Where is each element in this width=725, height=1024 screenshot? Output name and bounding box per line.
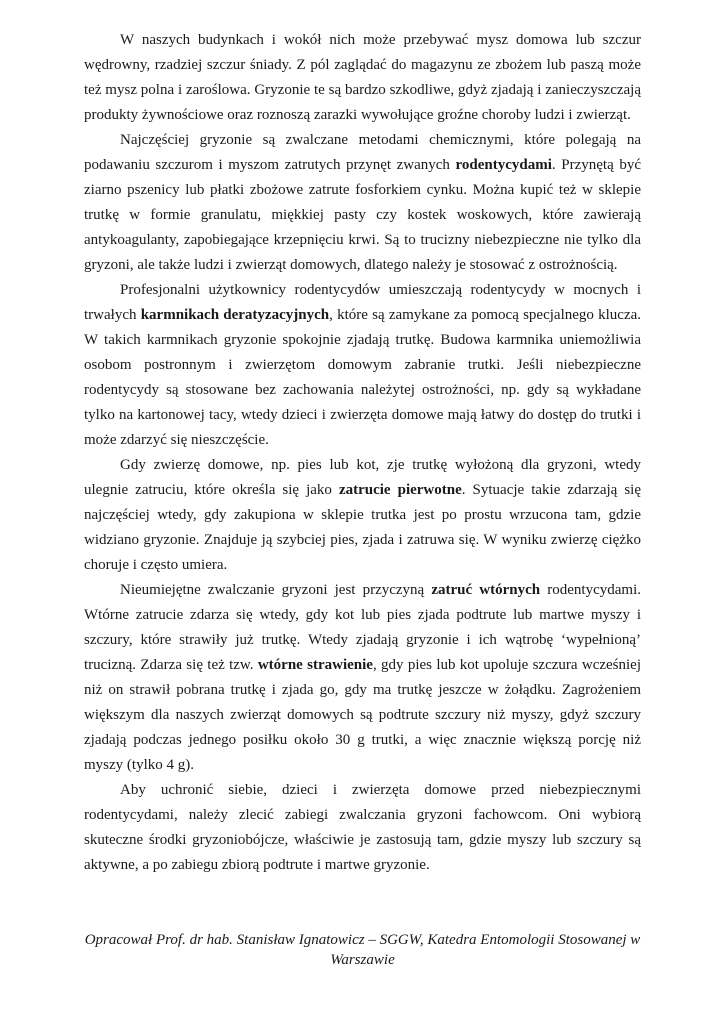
paragraph-text: , gdy pies lub kot upoluje szczura wcześniej niż on strawił pobrana trutkę i zjada go, gdy ma trutkę jeszcze w żołądku. Zagrożeniem większym dla naszych zwierząt domowych są podtrute szczury niż myszy, gdyż szczury zjadają podczas jednego posiłku około 30 g trutki, a więc znacznie większą porcję niż myszy (tylko 4 g). — [84, 657, 642, 773]
paragraph-text: . Przynętą być ziarno pszenicy lub płatki zbożowe zatrute fosforkiem cynku. Można kupić też w sklepie trutkę w formie granulatu, miękkiej pasty czy kostek woskowych, które zawierają antykoagulanty, zapobiegające krzepnięciu krwi. Są to trucizny niebezpieczne nie tylko dla gryzoni, ale także ludzi i zwierząt domowych, dlatego należy je stosować z ostrożnością. — [84, 157, 641, 273]
paragraph-text: Gdy zwierzę domowe, np. pies lub kot, zje trutkę wyłożoną dla gryzoni, wtedy ulegnie zatruciu, które określa się jako — [84, 457, 641, 498]
paragraph-text: Aby uchronić siebie, dzieci i zwierzęta domowe przed niebezpiecznymi rodentycydami, należy zlecić zabiegi zwalczania gryzoni fachowcom. Oni wybiorą skuteczne środki gryzoniobójcze, właściwie je zastosują tam, gdzie myszy lub szczury są aktywne, a po zabiegu zbiorą podtrute i martwe gryzonie. — [84, 782, 641, 873]
paragraph — [84, 28, 641, 128]
paragraph-text: , które są zamykane za pomocą specjalnego klucza. W takich karmnikach gryzonie spokojnie zjadają trutkę. Budowa karmnika uniemożliwia osobom postronnym i zwierzętom domowym zabranie trutki. Jeśli niebezpieczne rodentycydy są stosowane bez zachowania należytej ostrożności, np. gdy są wykładane tylko na kartonowej tacy, wtedy dzieci i zwierzęta domowe mają łatwy do dostęp do trutki i może zdarzyć się nieszczęście. — [84, 307, 642, 448]
paragraph — [84, 778, 641, 878]
paragraph — [84, 578, 641, 778]
footer-line: Warszawie — [330, 952, 395, 968]
paragraph-text: Najczęściej gryzonie są zwalczane metodami chemicznymi, które polegają na podawaniu szczurom i myszom zatrutych przynęt zwanych — [84, 132, 641, 173]
footer-line: Opracował Prof. dr hab. Stanisław Ignatowicz – SGGW, Katedra Entomologii Stosowanej w — [84, 932, 641, 948]
paragraph — [84, 278, 641, 453]
paragraph-text: . Sytuacje takie zdarzają się najczęściej wtedy, gdy zakupiona w sklepie trutka jest po prostu wrzucona tam, gdzie widziano gryzonie. Znajduje ją szybciej pies, zjada i zatruwa się. W wyniku zwierzę ciężko choruje i często umiera. — [84, 482, 642, 573]
paragraph-text: Nieumiejętne zwalczanie gryzoni jest przyczyną — [120, 582, 432, 598]
document-body — [84, 28, 641, 878]
bold-term: karmnikach deratyzacyjnych — [140, 307, 330, 323]
bold-term: zatruć wtórnych — [431, 582, 541, 598]
paragraph — [84, 453, 641, 578]
paragraph-text: rodentycydami. Wtórne zatrucie zdarza się wtedy, gdy kot lub pies zjada podtrute lub martwe myszy i szczury, które strawiły już trutkę. Wtedy zjadają gryzonie i ich wątrobę ‘wypełnioną’ trucizną. Zdarza się też tzw. — [84, 582, 641, 673]
author-footer — [84, 930, 641, 970]
bold-term: wtórne strawienie — [257, 657, 373, 673]
bold-term: zatrucie pierwotne — [338, 482, 462, 498]
paragraph — [84, 128, 641, 278]
bold-term: rodentycydami — [455, 157, 552, 173]
paragraph-text: Profesjonalni użytkownicy rodentycydów umieszczają rodentycydy w mocnych i trwałych — [84, 282, 641, 323]
paragraph-text: W naszych budynkach i wokół nich może przebywać mysz domowa lub szczur wędrowny, rzadziej szczur śniady. Z pól zaglądać do magazynu ze zbożem lub paszą może też mysz polna i zaroślowa. Gryzonie te są bardzo szkodliwe, gdyż zjadają i zanieczyszczają produkty żywnościowe oraz roznoszą zarazki wywołujące groźne choroby ludzi i zwierząt. — [84, 32, 641, 123]
